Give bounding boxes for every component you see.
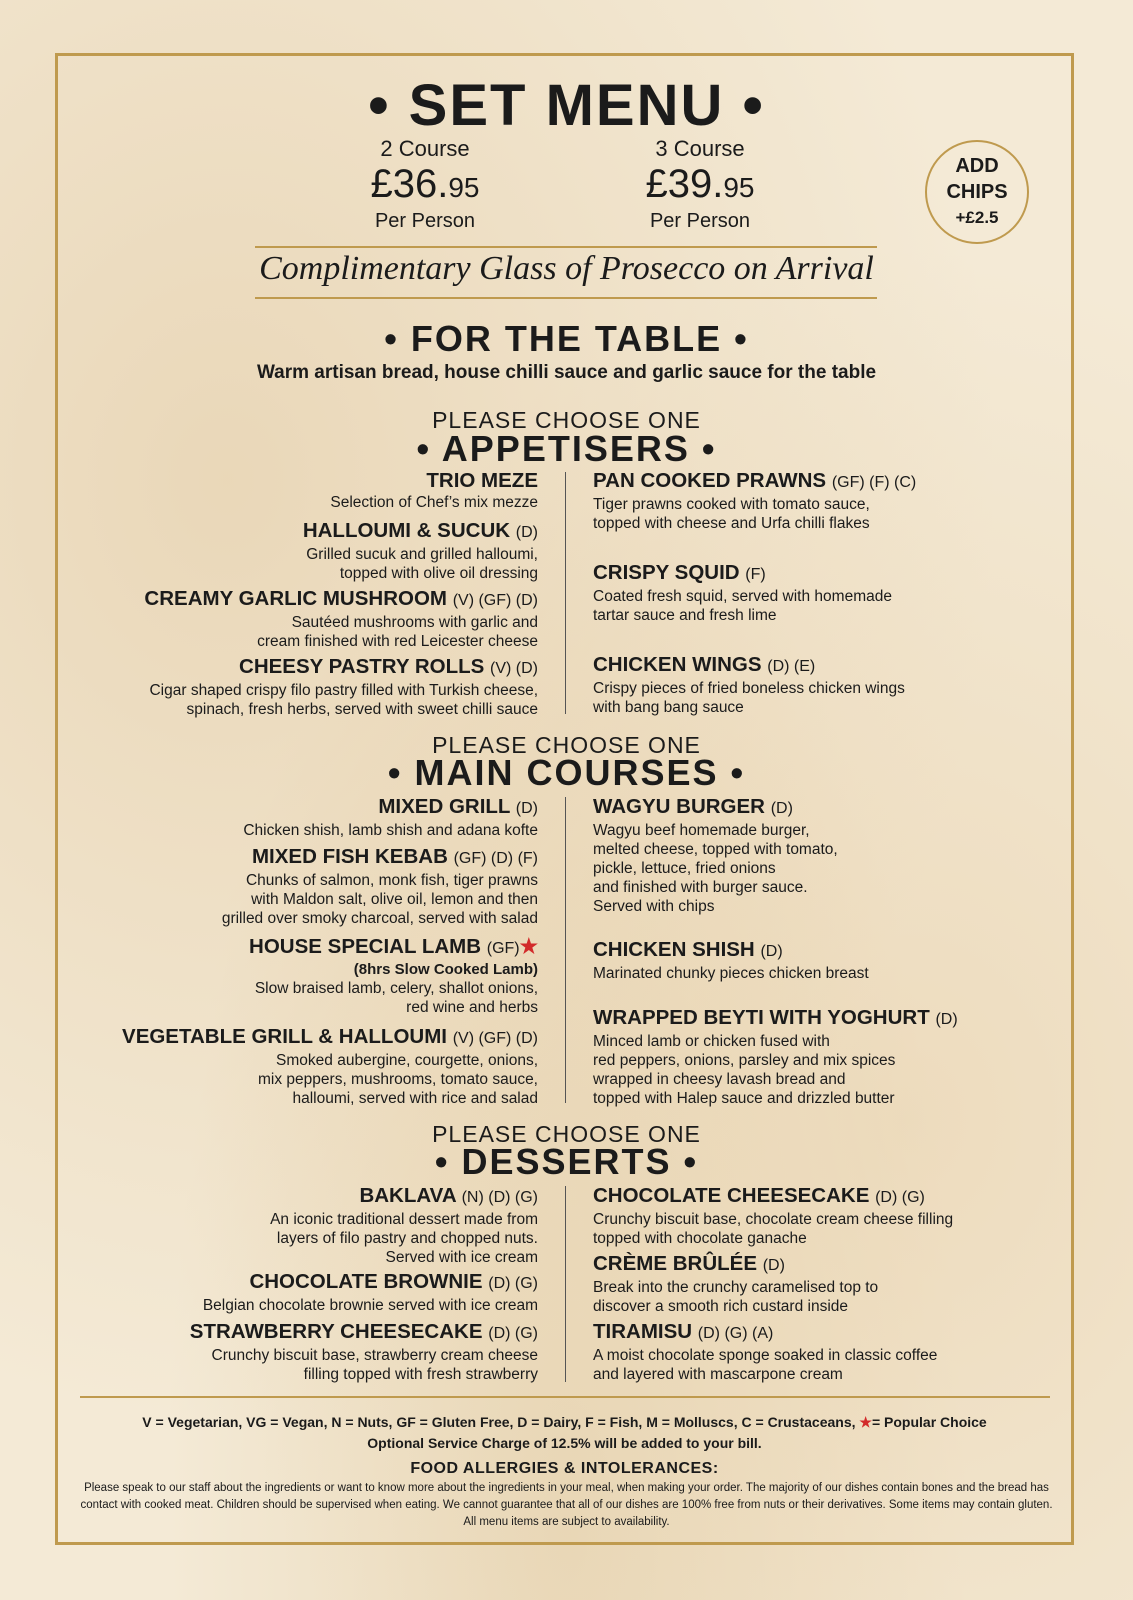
- column-divider: [565, 1186, 566, 1382]
- column-divider: [565, 472, 566, 714]
- choose-one-label: PLEASE CHOOSE ONE: [432, 1121, 701, 1147]
- prosecco-banner: Complimentary Glass of Prosecco on Arrival: [259, 250, 874, 287]
- menu-item: CREAMY GARLIC MUSHROOM (V) (GF) (D) Sautéed mushrooms with garlic and cream finished with red Leicester cheese: [144, 587, 538, 650]
- menu-item: CHOCOLATE BROWNIE (D) (G) Belgian chocolate brownie served with ice cream: [202, 1270, 538, 1314]
- per-person-label: Per Person: [374, 210, 476, 232]
- menu-item: WAGYU BURGER (D) Wagyu beef homemade burger, melted cheese, topped with tomato, pickle, lettuce, fried onions and finished with burger sauce. Served with chips: [593, 795, 838, 915]
- column-divider: [565, 797, 566, 1103]
- price-3-course: [600, 136, 800, 233]
- divider: [80, 1396, 1050, 1398]
- menu-item: MIXED GRILL (D) Chicken shish, lamb shish and adana kofte: [243, 795, 538, 839]
- price-2-course: [325, 136, 525, 233]
- menu-item: PAN COOKED PRAWNS (GF) (F) (C) Tiger prawns cooked with tomato sauce, topped with cheese and Urfa chilli flakes: [593, 469, 917, 532]
- for-the-table-heading: • FOR THE TABLE •: [384, 318, 749, 359]
- popular-star-icon: ★: [859, 1414, 872, 1430]
- choose-one-label: PLEASE CHOOSE ONE: [432, 732, 701, 758]
- menu-item: CHICKEN WINGS (D) (E) Crispy pieces of fried boneless chicken wings with bang bang sauce: [593, 653, 905, 716]
- menu-item: TIRAMISU (D) (G) (A) A moist chocolate sponge soaked in classic coffee and layered with mascarpone cream: [593, 1320, 938, 1383]
- course-label: 3 Course: [655, 136, 745, 161]
- menu-item: MIXED FISH KEBAB (GF) (D) (F) Chunks of salmon, monk fish, tiger prawns with Maldon salt, olive oil, lemon and then grilled over smoky charcoal, served with salad: [221, 845, 538, 927]
- appetisers-heading: • APPETISERS •: [416, 428, 717, 469]
- menu-item: VEGETABLE GRILL & HALLOUMI (V) (GF) (D) Smoked aubergine, courgette, onions, mix peppers, mushrooms, tomato sauce, halloumi, served with rice and salad: [122, 1025, 538, 1107]
- menu-item: CHOCOLATE CHEESECAKE (D) (G) Crunchy biscuit base, chocolate cream cheese filling topped with chocolate ganache: [593, 1184, 954, 1247]
- page-title: • SET MENU •: [368, 73, 765, 138]
- allergies-text: Please speak to our staff about the ingredients or want to know more about the ingredients in your meal, when making your order. The majority of our dishes contain bones and the bread has contact with cooked meat. Children should be supervised when eating. We cannot guarantee that all of our dishes are 100% free from nuts or their derivatives. Some items may contain gluten. All menu items are subject to availability.: [80, 1482, 1053, 1528]
- main-courses-heading: • MAIN COURSES •: [387, 752, 746, 793]
- per-person-label: Per Person: [649, 210, 751, 232]
- divider: [255, 297, 877, 299]
- for-the-table-desc: Warm artisan bread, house chilli sauce and garlic sauce for the table: [256, 362, 877, 383]
- menu-item: STRAWBERRY CHEESECAKE (D) (G) Crunchy biscuit base, strawberry cream cheese filling topped with fresh strawberry: [189, 1320, 538, 1383]
- price-value: £39.95: [645, 162, 755, 206]
- allergies-heading: FOOD ALLERGIES & INTOLERANCES:: [410, 1460, 719, 1477]
- menu-item: CHEESY PASTRY ROLLS (V) (D) Cigar shaped crispy filo pastry filled with Turkish cheese, spinach, fresh herbs, served with sweet chilli sauce: [149, 655, 538, 718]
- divider: [255, 246, 877, 248]
- dietary-legend: V = Vegetarian, VG = Vegan, N = Nuts, GF = Gluten Free, D = Dairy, F = Fish, M = Molluscs, C = Crustaceans, ★= Popular Choice Optional Service Charge of 12.5% will be added to your bill.: [55, 1412, 1074, 1454]
- menu-item: WRAPPED BEYTI WITH YOGHURT (D) Minced lamb or chicken fused with red peppers, onions, parsley and mix spices wrapped in cheesy lavash bread and topped with Halep sauce and drizzled butter: [593, 1006, 958, 1107]
- price-value: £36.95: [370, 162, 480, 206]
- menu-item: HALLOUMI & SUCUK (D) Grilled sucuk and grilled halloumi, topped with olive oil dressing: [302, 519, 538, 582]
- menu-item: CRISPY SQUID (F) Coated fresh squid, served with homemade tartar sauce and fresh lime: [593, 561, 892, 624]
- desserts-heading: • DESSERTS •: [434, 1141, 699, 1182]
- add-chips-badge: ADD CHIPS +£2.5: [925, 140, 1029, 244]
- choose-one-label: PLEASE CHOOSE ONE: [432, 407, 701, 433]
- menu-item: CRÈME BRÛLÉE (D) Break into the crunchy caramelised top to discover a smooth rich custard inside: [593, 1252, 879, 1315]
- course-label: 2 Course: [380, 136, 470, 161]
- menu-item: CHICKEN SHISH (D) Marinated chunky pieces chicken breast: [593, 938, 869, 982]
- menu-item: TRIO MEZE Selection of Chef’s mix mezze: [330, 469, 538, 511]
- menu-item: HOUSE SPECIAL LAMB (GF)★ (8hrs Slow Cooked Lamb) Slow braised lamb, celery, shallot onions, red wine and herbs: [249, 935, 538, 1016]
- popular-star-icon: ★: [519, 935, 538, 958]
- service-charge-note: Optional Service Charge of 12.5% will be added to your bill.: [367, 1435, 762, 1451]
- menu-item: BAKLAVA (N) (D) (G) An iconic traditional dessert made from layers of filo pastry and chopped nuts. Served with ice cream: [270, 1184, 538, 1266]
